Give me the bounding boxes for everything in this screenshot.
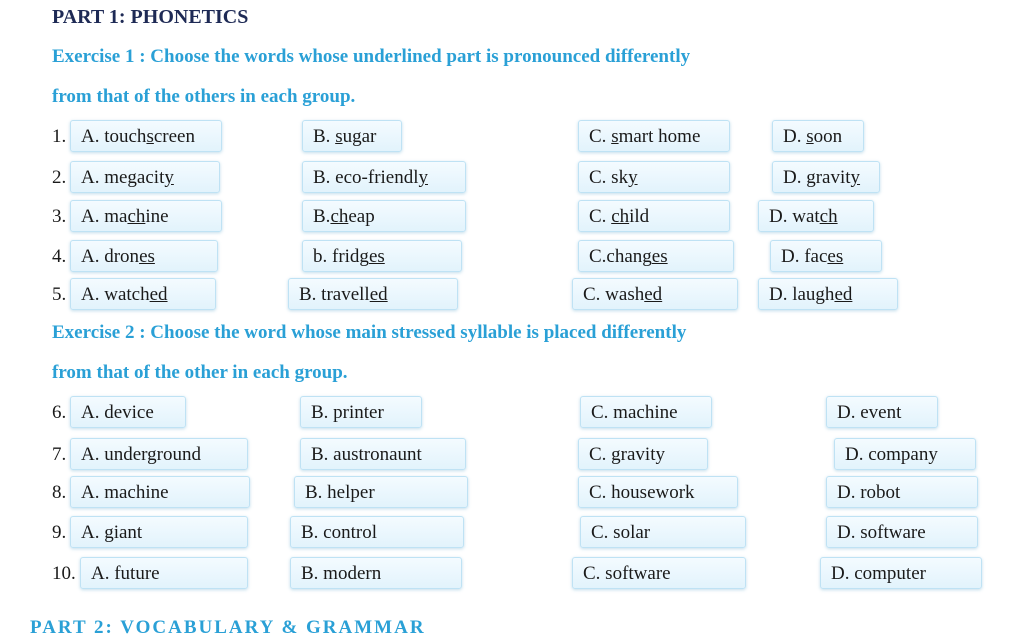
- ex1-question-row: [0, 120, 1024, 156]
- answer-option-d[interactable]: D. laughed: [758, 278, 898, 310]
- exercise1-instruction-line2: from that of the others in each group.: [52, 86, 356, 107]
- answer-option-d[interactable]: D. robot: [826, 476, 978, 508]
- ex2-question-row: [0, 438, 1024, 474]
- ex1-question-row: [0, 161, 1024, 197]
- ex1-question-row: [0, 200, 1024, 236]
- answer-option-a[interactable]: A. touchscreen: [70, 120, 222, 152]
- answer-option-a[interactable]: A. megacity: [70, 161, 220, 193]
- answer-option-a[interactable]: A. underground: [70, 438, 248, 470]
- answer-option-c[interactable]: C. software: [572, 557, 746, 589]
- underlined-part: es: [368, 246, 385, 267]
- part2-title-cutoff: PART 2: VOCABULARY & GRAMMAR: [30, 617, 426, 638]
- question-number: 5.: [52, 284, 67, 305]
- question-number: 2.: [52, 167, 67, 188]
- underlined-part: ed: [149, 284, 168, 305]
- answer-option-a[interactable]: A. future: [80, 557, 248, 589]
- underlined-part: ed: [369, 284, 388, 305]
- answer-option-c[interactable]: C. machine: [580, 396, 712, 428]
- answer-option-d[interactable]: D. software: [826, 516, 978, 548]
- answer-option-d[interactable]: D. soon: [772, 120, 864, 152]
- question-number: 9.: [52, 522, 67, 543]
- answer-option-d[interactable]: D. company: [834, 438, 976, 470]
- answer-option-c[interactable]: C.changes: [578, 240, 734, 272]
- answer-option-c[interactable]: C. smart home: [578, 120, 730, 152]
- exercise2-instruction-line1: Exercise 2 : Choose the word whose main stressed syllable is placed differently: [52, 322, 687, 343]
- underlined-part: s: [611, 126, 619, 147]
- answer-option-a[interactable]: A. giant: [70, 516, 248, 548]
- ex1-question-row: [0, 278, 1024, 314]
- question-number: 7.: [52, 444, 67, 465]
- ex2-question-row: [0, 396, 1024, 432]
- answer-option-b[interactable]: b. fridges: [302, 240, 462, 272]
- question-number: 6.: [52, 402, 67, 423]
- answer-option-d[interactable]: D. computer: [820, 557, 982, 589]
- answer-option-a[interactable]: A. machine: [70, 200, 222, 232]
- question-number: 1.: [52, 126, 67, 147]
- answer-option-b[interactable]: B.cheap: [302, 200, 466, 232]
- ex2-question-row: [0, 516, 1024, 552]
- ex2-question-row: [0, 476, 1024, 512]
- part-title: PART 1: PHONETICS: [52, 6, 249, 28]
- answer-option-b[interactable]: B. travelled: [288, 278, 458, 310]
- underlined-part: y: [418, 167, 429, 188]
- answer-option-b[interactable]: B. sugar: [302, 120, 402, 152]
- underlined-part: ed: [834, 284, 853, 305]
- answer-option-b[interactable]: B. austronaunt: [300, 438, 466, 470]
- underlined-part: es: [827, 246, 844, 267]
- answer-option-a[interactable]: A. drones: [70, 240, 218, 272]
- underlined-part: es: [139, 246, 155, 267]
- answer-option-b[interactable]: B. printer: [300, 396, 422, 428]
- answer-option-d[interactable]: D. watch: [758, 200, 874, 232]
- underlined-part: s: [146, 126, 154, 147]
- ex2-question-row: [0, 557, 1024, 593]
- underlined-part: ed: [644, 284, 663, 305]
- answer-option-c[interactable]: C. solar: [580, 516, 746, 548]
- answer-option-c[interactable]: C. washed: [572, 278, 738, 310]
- answer-option-d[interactable]: D. event: [826, 396, 938, 428]
- exercise1-instruction-line1: Exercise 1 : Choose the words whose underlined part is pronounced differently: [52, 46, 691, 67]
- answer-option-c[interactable]: C. sky: [578, 161, 730, 193]
- underlined-part: es: [651, 246, 668, 267]
- underlined-part: ch: [819, 206, 838, 227]
- underlined-part: y: [850, 167, 861, 188]
- underlined-part: ch: [127, 206, 146, 227]
- answer-option-d[interactable]: D. faces: [770, 240, 882, 272]
- underlined-part: s: [335, 126, 343, 147]
- question-number: 8.: [52, 482, 67, 503]
- underlined-part: ch: [330, 206, 349, 227]
- answer-option-b[interactable]: B. eco-friendly: [302, 161, 466, 193]
- underlined-part: y: [628, 167, 638, 188]
- answer-option-c[interactable]: C. gravity: [578, 438, 708, 470]
- answer-option-c[interactable]: C. housework: [578, 476, 738, 508]
- answer-option-b[interactable]: B. control: [290, 516, 464, 548]
- question-number: 10.: [52, 563, 76, 584]
- underlined-part: y: [164, 167, 174, 188]
- answer-option-d[interactable]: D. gravity: [772, 161, 880, 193]
- question-number: 3.: [52, 206, 67, 227]
- underlined-part: s: [806, 126, 814, 147]
- answer-option-b[interactable]: B. modern: [290, 557, 462, 589]
- answer-option-a[interactable]: A. device: [70, 396, 186, 428]
- underlined-part: ch: [611, 206, 630, 227]
- ex1-question-row: [0, 240, 1024, 276]
- answer-option-c[interactable]: C. child: [578, 200, 730, 232]
- answer-option-a[interactable]: A. watched: [70, 278, 216, 310]
- exercise2-instruction-line2: from that of the other in each group.: [52, 362, 348, 383]
- answer-option-b[interactable]: B. helper: [294, 476, 468, 508]
- answer-option-a[interactable]: A. machine: [70, 476, 250, 508]
- question-number: 4.: [52, 246, 67, 267]
